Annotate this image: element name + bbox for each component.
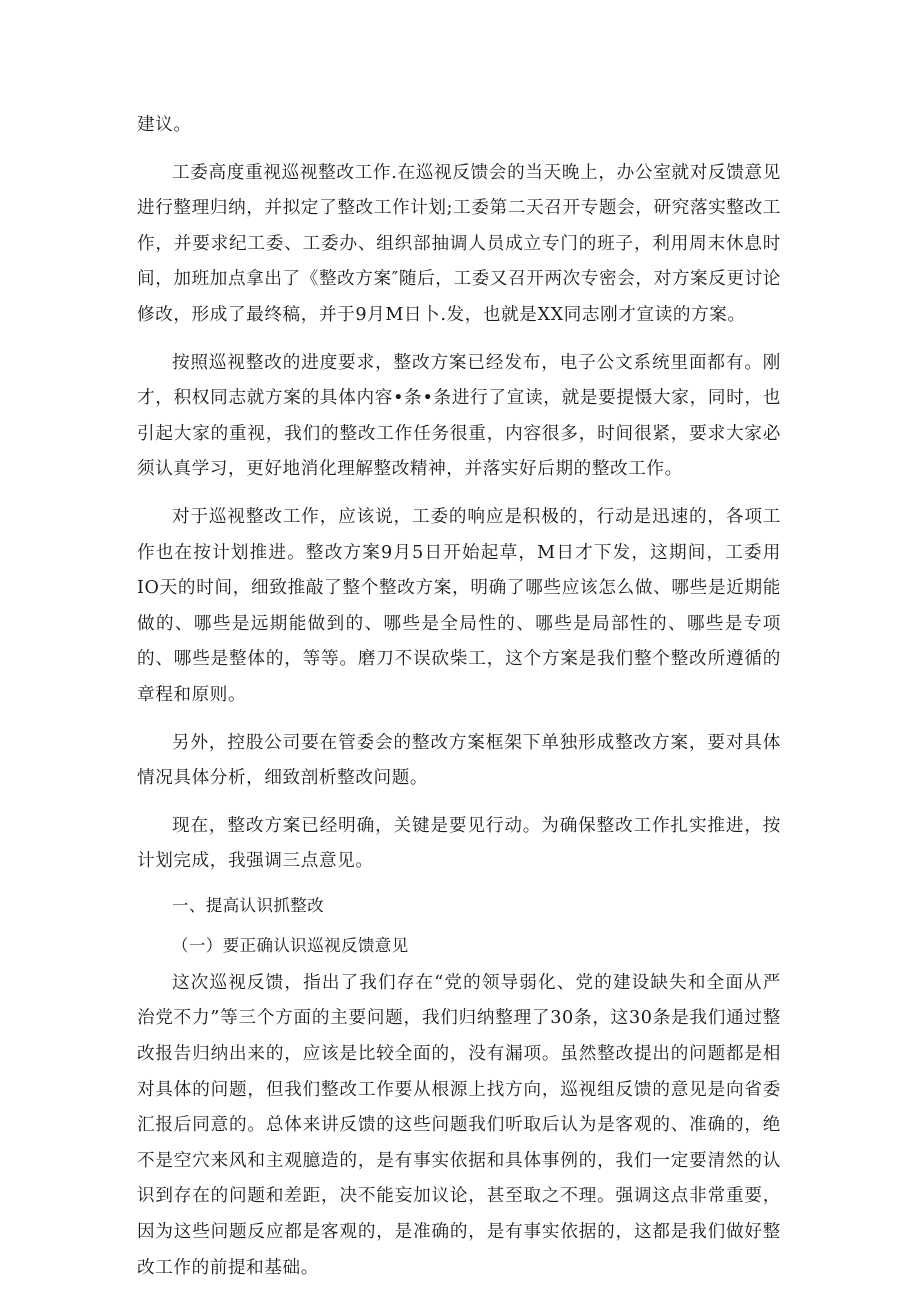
- paragraph-progress-requirements: 按照巡视整改的进度要求，整改方案已经发布，电子公文系统里面都有。刚才，积权同志就方案的具体内容•条•条进行了宣读，就是要提慑大家，同时，也引起大家的重视，我们的整改工作任务很重，内容很多，时间很紧，要求大家必须认真学习，更好地消化理解整改精神，并落实好后期的整改工作。: [137, 352, 781, 480]
- subsection-heading: （一）要正确认识巡视反馈意见: [172, 935, 409, 955]
- paragraph-continuation: 建议。: [137, 115, 192, 135]
- paragraph-feedback: 这次巡视反馈，指出了我们存在“党的领导弱化、党的建设缺失和全面从严治党不力”等三个方面的主要问题，我们归纳整理了30条，这30条是我们通过整改报告归纳出来的，应该是比较全面的，没有漏项。虽然整改提出的问题都是相对具体的问题，但我们整改工作要从根源上找方向，巡视组反馈的意见是向省委汇报后同意的。总体来讲反馈的这些问题我们听取后认为是客观的、准确的，绝不是空穴来风和主观臆造的，是有事实依据和具体事例的，我们一定要清然的认识到存在的问题和差距，决不能妄加议论，甚至取之不理。强调这点非常重要，因为这些问题反应都是客观的，是准确的，是有事实依据的，这都是我们做好整改工作的前提和基础。: [137, 972, 781, 1278]
- paragraph-inspection-work: 对于巡视整改工作，应该说，工委的响应是积极的，行动是迅速的，各项工作也在按计划推进。整改方案9月5日开始起草，M日才下发，这期间，工委用IO天的时间，细致推敲了整个整改方案，明确了哪些应该怎么做、哪些是近期能做的、哪些是远期能做到的、哪些是全局性的、哪些是局部性的、哪些是专项的、哪些是整体的，等等。磨刀不误砍柴工，这个方案是我们整个整改所遵循的章程和原则。: [137, 506, 781, 705]
- paragraph-three-points: 现在，整改方案已经明确，关键是要见行动。为确保整改工作扎实推进，按计划完成，我强调三点意见。: [137, 815, 781, 872]
- paragraph-work-committee: 工委高度重视巡视整改工作.在巡视反馈会的当天晚上，办公室就对反馈意见进行整理归纳，并拟定了整改工作计划;工委第二天召开专题会，研究落实整改工作，并要求纪工委、工委办、组织部抽调人员成立专门的班子，利用周末休息时间，加班加点拿出了《整改方案″随后，工委又召开两次专密会，对方案反更讨论修改，形成了最终稿，并于9月M日卜.发，也就是XX同志刚才宣读的方案。: [137, 162, 781, 325]
- document-page: [137, 108, 781, 1298]
- section-heading: 一、提高认识抓整改: [172, 895, 325, 915]
- paragraph-holding-company: 另外，控股公司要在管委会的整改方案框架下单独形成整改方案，要对具体情况具体分析，细致剖析整改问题。: [137, 732, 781, 789]
